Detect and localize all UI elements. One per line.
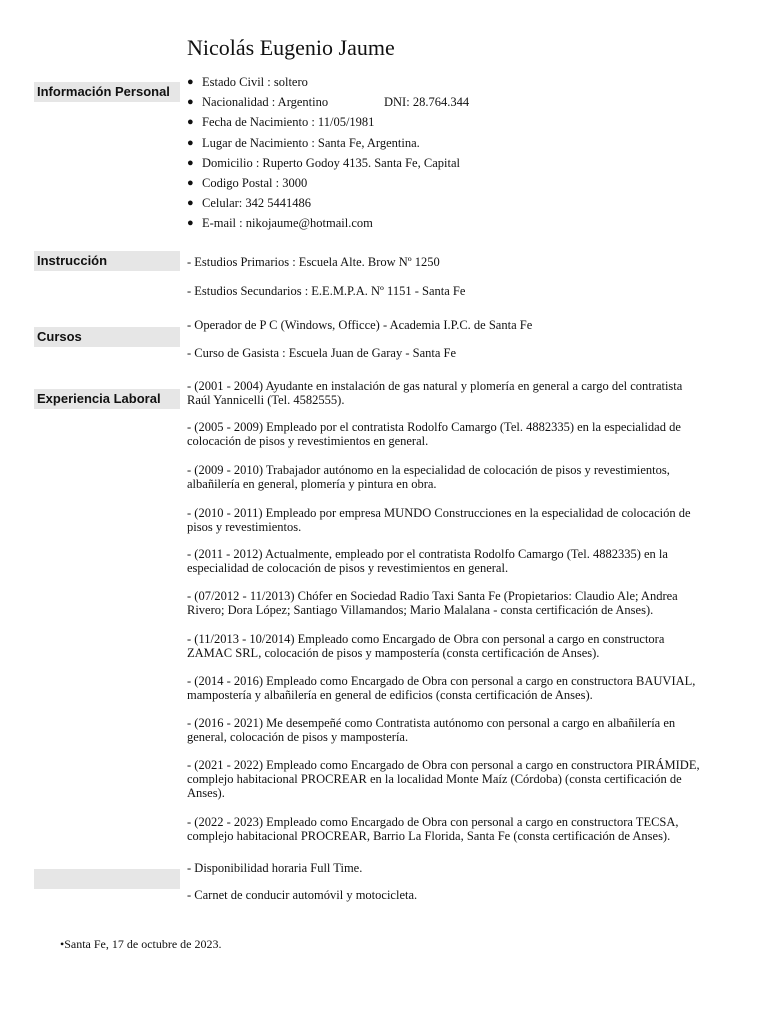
experience-entry: - (2022 - 2023) Empleado como Encargado de Obra con personal a cargo en constructora TECSA, complejo habitacional PROCREAR, Barrio La Florida, Santa Fe (consta certificación de Anses).	[187, 815, 679, 843]
bullet-icon: ●	[187, 116, 194, 129]
bullet-icon: ●	[187, 156, 194, 169]
experience-entry: - (2010 - 2011) Empleado por empresa MUNDO Construcciones en la especialidad de colocación de pisos y revestimientos.	[187, 506, 691, 534]
personal-info-list	[187, 72, 707, 234]
other-entry: - Disponibilidad horaria Full Time.	[187, 861, 363, 875]
list-item	[187, 92, 707, 112]
list-item	[187, 72, 707, 92]
birth-place: Lugar de Nacimiento : Santa Fe, Argentina.	[202, 135, 420, 150]
section-personal-info: Información Personal	[34, 82, 180, 102]
education-entry: - Estudios Secundarios : E.E.M.P.A. Nº 1151 - Santa Fe	[187, 284, 466, 298]
experience-entry: - (2016 - 2021) Me desempeñé como Contratista autónomo con personal a cargo en albañilería en general, colocación de pisos y mampostería.	[187, 716, 676, 744]
nationality: Nacionalidad : Argentino	[202, 95, 329, 110]
course-entry: - Operador de P C (Windows, Officce) - Academia I.P.C. de Santa Fe	[187, 318, 533, 332]
list-item	[187, 133, 707, 153]
list-item	[187, 193, 707, 213]
experience-entry: - (2021 - 2022) Empleado como Encargado de Obra con personal a cargo en constructora PIRÁMIDE, complejo habitacional PROCREAR en la localidad Monte Maíz (Córdoba) (consta certificación de Anses).	[187, 758, 700, 800]
experience-entry: - (2009 - 2010) Trabajador autónomo en la especialidad de colocación de pisos y revestimientos, albañilería en general, plomería y pintura en obra.	[187, 463, 670, 491]
section-work-experience: Experiencia Laboral	[34, 389, 180, 409]
list-item	[187, 153, 707, 173]
postal-code: Codigo Postal : 3000	[202, 175, 308, 190]
experience-entry: - (2011 - 2012) Actualmente, empleado por el contratista Rodolfo Camargo (Tel. 4882335) en la especialidad de colocación de pisos y revestimientos en general.	[187, 547, 668, 575]
experience-entry: - (2001 - 2004) Ayudante en instalación de gas natural y plomería en general a cargo del contratista Raúl Yannicelli (Tel. 4582555).	[187, 379, 683, 407]
bullet-icon: ●	[187, 76, 194, 88]
dni-number: DNI: 28.764.344	[384, 95, 470, 110]
bullet-icon: ●	[187, 217, 194, 230]
bullet-icon: ●	[187, 136, 194, 149]
section-other	[34, 869, 180, 889]
list-item	[187, 173, 707, 193]
list-item	[187, 213, 707, 233]
place-date	[60, 936, 222, 952]
email-address: E-mail : nikojaume@hotmail.com	[202, 216, 373, 231]
experience-entry: - (11/2013 - 10/2014) Empleado como Encargado de Obra con personal a cargo en constructora ZAMAC SRL, colocación de pisos y mampostería (consta certificación de Anses).	[187, 632, 665, 660]
education-entry: - Estudios Primarios : Escuela Alte. Brow Nº 1250	[187, 255, 440, 269]
mobile-phone: Celular: 342 5441486	[202, 196, 312, 211]
other-entry: - Carnet de conducir automóvil y motocicleta.	[187, 888, 418, 902]
bullet-icon: •	[60, 937, 65, 951]
marital-status: Estado Civil : soltero	[202, 75, 308, 89]
place-date-text: Santa Fe, 17 de octubre de 2023.	[64, 937, 222, 951]
experience-entry: - (2005 - 2009) Empleado por el contratista Rodolfo Camargo (Tel. 4882335) en la especialidad de colocación de pisos y revestimientos en general.	[187, 420, 681, 448]
experience-entry: - (2014 - 2016) Empleado como Encargado de Obra con personal a cargo en constructora BAUVIAL, mampostería y albañilería en general de edificios (consta certificación de Anses).	[187, 674, 696, 702]
bullet-icon: ●	[187, 197, 194, 210]
course-entry: - Curso de Gasista : Escuela Juan de Garay - Santa Fe	[187, 346, 457, 360]
list-item	[187, 112, 707, 132]
bullet-icon: ●	[187, 176, 194, 189]
section-education: Instrucción	[34, 251, 180, 271]
cv-name-heading: Nicolás Eugenio Jaume	[187, 35, 395, 60]
bullet-icon: ●	[187, 96, 194, 109]
section-courses: Cursos	[34, 327, 180, 347]
birth-date: Fecha de Nacimiento : 11/05/1981	[202, 115, 375, 130]
experience-entry: - (07/2012 - 11/2013) Chófer en Sociedad Radio Taxi Santa Fe (Propietarios: Claudio Ale; Andrea Rivero; Dora López; Santiago Villamandos; Mario Malalana - consta certificación de Anses).	[187, 589, 678, 617]
address: Domicilio : Ruperto Godoy 4135. Santa Fe, Capital	[202, 155, 460, 170]
